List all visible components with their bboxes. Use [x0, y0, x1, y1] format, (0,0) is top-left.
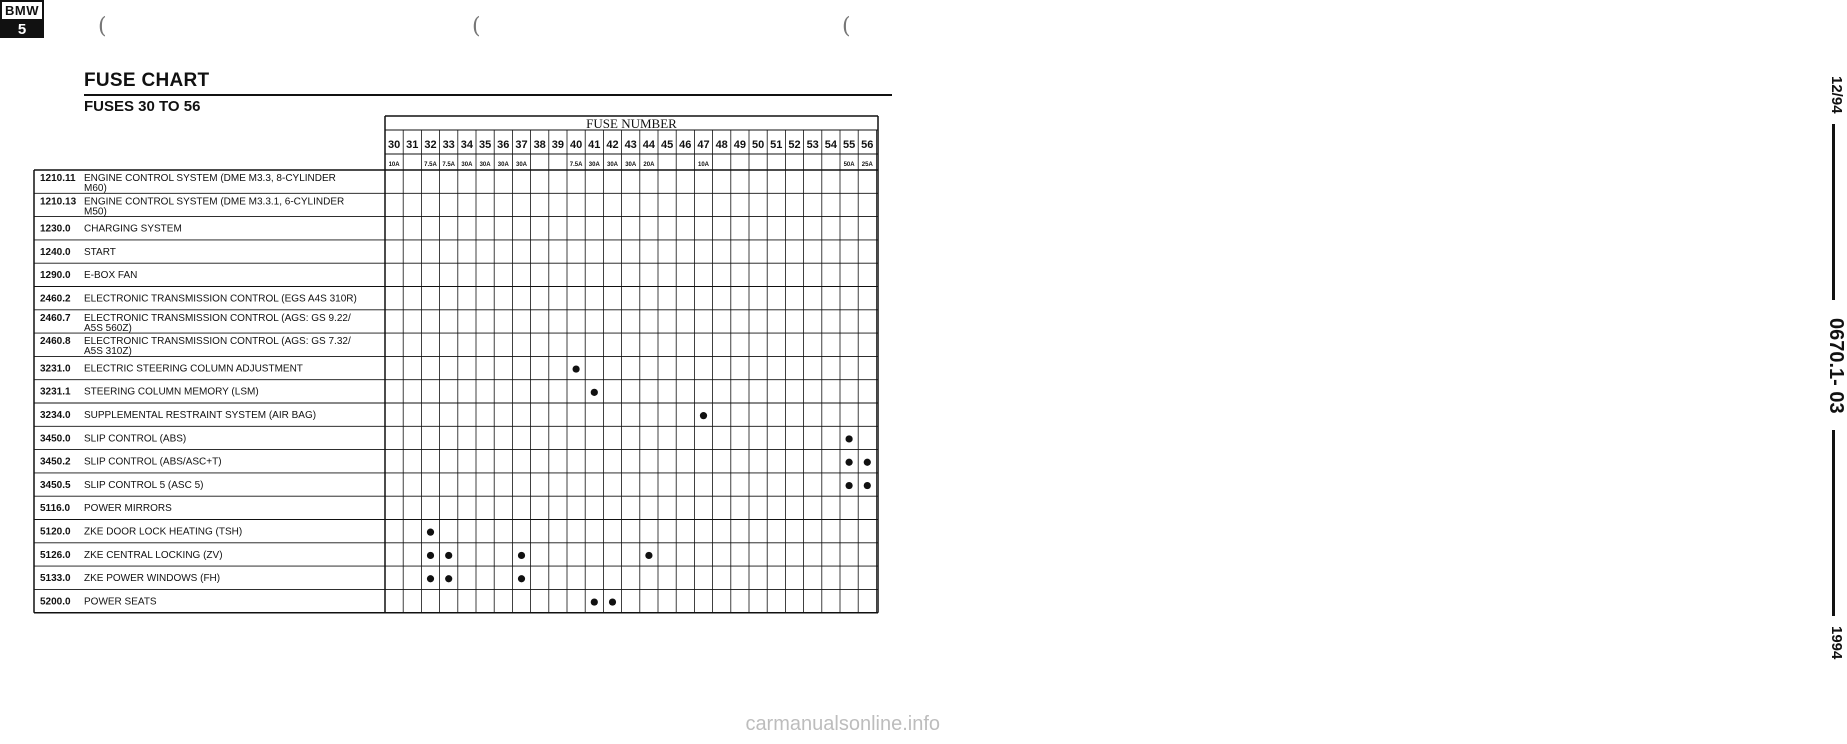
system-code: 1290.0 — [40, 270, 71, 282]
logo-model: 5 — [2, 21, 42, 38]
side-date: 12/94 — [1828, 76, 1845, 114]
fuse-dot-47 — [700, 412, 707, 419]
system-name: POWER SEATS — [84, 596, 157, 608]
fuse-number-45: 45 — [660, 139, 674, 151]
fuse-dot-56 — [864, 482, 871, 489]
system-name: ELECTRIC STEERING COLUMN ADJUSTMENT — [84, 363, 303, 375]
system-code: 1240.0 — [40, 246, 71, 258]
fuse-number-52: 52 — [788, 139, 801, 151]
system-name: ZKE DOOR LOCK HEATING (TSH) — [84, 526, 243, 538]
fuse-number-38: 38 — [533, 139, 546, 151]
side-rule-2 — [1832, 430, 1835, 616]
fuse-dot-32 — [427, 575, 434, 582]
system-code: 3231.1 — [40, 386, 71, 398]
fuse-number-header: FUSE NUMBER — [586, 116, 677, 131]
system-code: 5200.0 — [40, 596, 71, 608]
system-name: ZKE POWER WINDOWS (FH) — [84, 573, 221, 585]
system-name: A5S 560Z) — [84, 322, 132, 334]
fuse-rating-44: 20A — [643, 162, 655, 168]
system-code: 5126.0 — [40, 549, 71, 561]
system-code: 3231.0 — [40, 363, 71, 375]
fuse-dot-42 — [609, 598, 616, 605]
fuse-dot-33 — [445, 575, 452, 582]
fuse-number-40: 40 — [569, 139, 583, 151]
system-name: A5S 310Z) — [84, 346, 132, 358]
page-title: FUSE CHART — [84, 70, 210, 91]
system-code: 5120.0 — [40, 526, 71, 538]
system-name: M60) — [84, 183, 107, 194]
system-code: 5133.0 — [40, 573, 71, 585]
fuse-rating-30: 10A — [388, 162, 400, 168]
fuse-dot-37 — [518, 575, 525, 582]
system-code: 2460.2 — [40, 293, 71, 305]
system-code: 2460.8 — [40, 336, 71, 348]
fuse-rating-37: 30A — [515, 162, 528, 168]
system-code: 3450.0 — [40, 433, 71, 445]
fuse-number-55: 55 — [842, 139, 856, 151]
fuse-dot-56 — [864, 459, 871, 466]
fuse-rating-43: 30A — [625, 162, 637, 168]
fuse-dot-41 — [591, 598, 598, 605]
fuse-number-31: 31 — [406, 139, 419, 151]
fuse-number-37: 37 — [515, 139, 528, 151]
system-code: 3234.0 — [40, 410, 71, 421]
system-name: SLIP CONTROL (ABS/ASC+T) — [84, 456, 222, 468]
fuse-dot-55 — [846, 482, 853, 489]
system-name: E-BOX FAN — [84, 270, 138, 282]
system-name: POWER MIRRORS — [84, 503, 172, 515]
scan-mark-left: ( — [98, 14, 107, 39]
page-subtitle: FUSES 30 TO 56 — [84, 98, 201, 115]
scan-mark-center: ( — [472, 14, 481, 39]
system-name: ZKE CENTRAL LOCKING (ZV) — [84, 549, 223, 561]
fuse-dot-55 — [846, 459, 853, 466]
fuse-rating-40: 7.5A — [569, 162, 583, 168]
fuse-number-32: 32 — [424, 139, 437, 151]
fuse-number-43: 43 — [624, 139, 637, 151]
fuse-number-33: 33 — [442, 139, 455, 151]
fuse-rating-35: 30A — [479, 162, 491, 168]
system-name: CHARGING SYSTEM — [84, 223, 182, 235]
fuse-number-54: 54 — [824, 139, 838, 151]
fuse-number-34: 34 — [460, 139, 474, 151]
system-name: ENGINE CONTROL SYSTEM (DME M3.3, 8-CYLINDER — [84, 173, 336, 184]
system-name: START — [84, 246, 116, 258]
side-year: 1994 — [1828, 626, 1845, 660]
fuse-number-41: 41 — [588, 139, 601, 151]
fuse-number-48: 48 — [715, 139, 728, 151]
scan-mark-right: ( — [842, 14, 851, 39]
fuse-rating-47: 10A — [697, 162, 710, 168]
fuse-number-47: 47 — [697, 139, 710, 151]
system-code: 3450.5 — [40, 479, 71, 491]
fuse-number-36: 36 — [497, 139, 510, 151]
fuse-number-39: 39 — [551, 139, 565, 151]
fuse-number-42: 42 — [606, 139, 619, 151]
fuse-number-53: 53 — [806, 139, 819, 151]
fuse-dot-37 — [518, 552, 525, 559]
fuse-rating-55: 50A — [843, 162, 855, 168]
logo-brand: BMW — [2, 2, 42, 21]
fuse-dot-33 — [445, 552, 452, 559]
system-code: 1210.11 — [40, 173, 76, 184]
fuse-rating-56: 25A — [861, 162, 873, 168]
system-code: 1210.13 — [40, 196, 77, 208]
watermark: carmanualsonline.info — [745, 713, 940, 735]
system-code: 3450.2 — [40, 456, 71, 468]
fuse-rating-32: 7.5A — [424, 162, 437, 168]
system-name: ENGINE CONTROL SYSTEM (DME M3.3.1, 6-CYLINDER — [84, 196, 345, 208]
system-name: SLIP CONTROL 5 (ASC 5) — [84, 479, 204, 491]
fuse-number-49: 49 — [733, 139, 747, 151]
system-name: SUPPLEMENTAL RESTRAINT SYSTEM (AIR BAG) — [84, 410, 317, 421]
fuse-dot-40 — [573, 365, 580, 372]
side-page-number: 0670.1- 03 — [1825, 318, 1847, 414]
fuse-dot-44 — [645, 552, 652, 559]
fuse-number-46: 46 — [679, 139, 692, 151]
fuse-dot-41 — [591, 389, 598, 396]
fuse-number-51: 51 — [770, 139, 783, 151]
fuse-dot-32 — [427, 529, 434, 536]
fuse-number-44: 44 — [642, 139, 656, 151]
system-name: ELECTRONIC TRANSMISSION CONTROL (EGS A4S 310R) — [84, 293, 357, 305]
system-code: 5116.0 — [40, 503, 71, 515]
fuse-rating-34: 30A — [461, 162, 473, 168]
fuse-dot-55 — [846, 435, 853, 442]
fuse-rating-42: 30A — [606, 162, 619, 168]
system-name: SLIP CONTROL (ABS) — [84, 433, 187, 445]
fuse-dot-32 — [427, 552, 434, 559]
system-name: ELECTRONIC TRANSMISSION CONTROL (AGS: GS 7.32/ — [84, 336, 351, 348]
fuse-rating-41: 30A — [588, 162, 600, 168]
system-code: 2460.7 — [40, 312, 71, 324]
system-code: 1230.0 — [40, 223, 71, 235]
fuse-rating-36: 30A — [497, 162, 509, 168]
system-name: M50) — [84, 206, 107, 218]
fuse-rating-33: 7.5A — [442, 162, 456, 168]
fuse-number-35: 35 — [478, 139, 492, 151]
fuse-number-56: 56 — [861, 139, 874, 151]
fuse-number-30: 30 — [387, 139, 401, 151]
system-name: ELECTRONIC TRANSMISSION CONTROL (AGS: GS 9.22/ — [84, 312, 351, 324]
side-rule-1 — [1832, 124, 1835, 300]
fuse-number-50: 50 — [751, 139, 765, 151]
system-name: STEERING COLUMN MEMORY (LSM) — [84, 386, 259, 398]
